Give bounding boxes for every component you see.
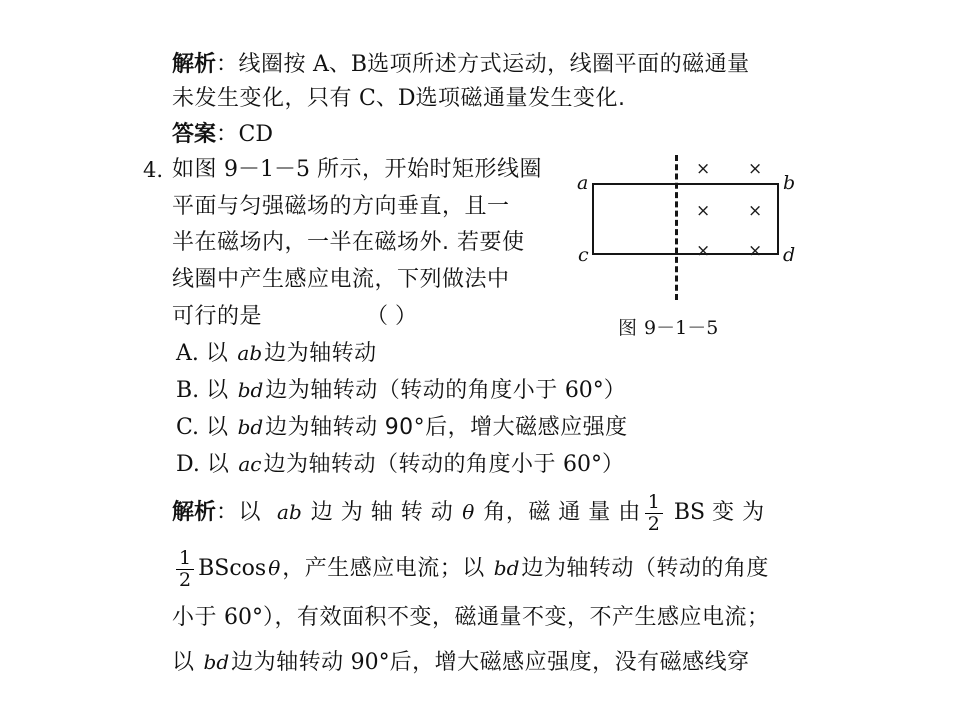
solution-bottom-label: 解析 <box>172 499 217 525</box>
field-cross-icon: × <box>696 241 711 261</box>
figure-caption-cn: 图 <box>618 317 638 339</box>
sb-l1-bs: BS <box>673 499 706 525</box>
sb-l1-b: 边 为 轴 转 动 <box>310 499 454 525</box>
solution-top-text-1a: 线圈按 <box>238 52 307 77</box>
sb-l4-deg: 90° <box>350 650 390 675</box>
figure-caption-number: 9－1－5 <box>644 317 719 339</box>
option-d[interactable] <box>176 454 624 476</box>
sb-l2-a: ，产生感应电流；以 <box>282 555 485 581</box>
option-c-suffix: 90°后，增大磁感应强度 <box>384 415 628 440</box>
option-a-pre: 以 <box>205 341 229 366</box>
answer-colon: ： <box>216 122 239 147</box>
option-c-axis: bd <box>237 415 264 439</box>
option-c-pre: 以 <box>206 415 229 440</box>
option-b-suffix: 60°） <box>564 378 626 403</box>
solution-top-text-1b: 选项所述方式运动，线圈平面的磁通量 <box>367 52 750 77</box>
fraction-denominator: 2 <box>179 569 192 592</box>
sb-l4-a: 以 <box>172 650 195 675</box>
corner-label-a: a <box>577 172 589 194</box>
question-text-1a: 如图 <box>172 157 218 182</box>
question-line-5 <box>172 306 417 328</box>
solution-top-line-2 <box>172 88 626 110</box>
sb-l1-theta: θ <box>462 499 475 524</box>
sb-l1-a: 以 <box>238 499 262 525</box>
answer-label: 答案 <box>172 122 217 147</box>
solution-top-text-2a: 未发生变化，只有 <box>172 86 353 111</box>
sb-l1-d: 变 为 <box>712 499 765 525</box>
sb-l1-axis: ab <box>277 499 302 524</box>
sb-l2-axis: bd <box>493 555 520 580</box>
field-cross-icon: × <box>696 159 711 179</box>
solution-top-text-2b: 选项磁通量发生变化. <box>415 86 626 111</box>
option-b-post: 边为轴转动（转动的角度小于 <box>265 378 558 403</box>
option-c[interactable] <box>176 417 628 439</box>
option-b[interactable] <box>176 380 626 402</box>
field-cross-icon: × <box>748 159 763 179</box>
option-d-suffix: 60°） <box>563 452 625 477</box>
question-line-2: 平面与匀强磁场的方向垂直，且一 <box>172 194 510 219</box>
rotation-axis-dashed-line <box>675 155 678 300</box>
solution-top-line-1 <box>172 54 750 76</box>
field-cross-icon: × <box>696 201 711 221</box>
sb-l1-c: 角，磁 通 量 由 <box>483 499 641 525</box>
sb-l3-deg: 60° <box>224 605 264 630</box>
fraction-one-half <box>176 549 194 591</box>
question-text-5: 可行的是 <box>172 304 263 329</box>
sb-l4-axis: bd <box>203 650 230 674</box>
field-cross-icon: × <box>748 201 763 221</box>
sb-l3-a: 小于 <box>172 605 218 630</box>
question-line-4: 线圈中产生感应电流，下列做法中 <box>172 267 510 292</box>
fraction-numerator: 1 <box>647 491 660 513</box>
question-line-3: 半在磁场内，一半在磁场外. 若要使 <box>172 230 525 255</box>
sb-l2-theta: θ <box>268 555 281 580</box>
question-text-1b: 所示，开始时矩形线圈 <box>317 157 543 182</box>
option-a-axis: ab <box>237 341 263 365</box>
option-b-pre: 以 <box>206 378 229 403</box>
solution-bottom-colon: ： <box>216 499 239 525</box>
fraction-denominator: 2 <box>647 513 660 536</box>
answer-bracket-blank: （ ） <box>366 304 418 329</box>
question-line-1 <box>172 159 542 181</box>
figure-caption <box>618 313 718 340</box>
solution-bottom-line-3 <box>172 607 770 629</box>
solution-top-options-cd: C、D <box>359 86 416 111</box>
field-cross-icon: × <box>748 241 763 261</box>
option-d-axis: ac <box>238 452 262 476</box>
corner-label-c: c <box>578 244 589 266</box>
option-d-post: 边为轴转动（转动的角度小于 <box>263 452 557 477</box>
fraction-numerator: 1 <box>179 547 192 569</box>
answer-value: CD <box>238 122 274 147</box>
solution-top-options-ab: A、B <box>313 52 368 77</box>
question-figure-ref: 9－1－5 <box>224 157 311 182</box>
option-c-key: C. <box>176 415 200 440</box>
option-d-key: D. <box>176 452 200 477</box>
solution-bottom-line-2 <box>172 548 769 590</box>
sb-l2-b: 边为轴转动（转动的角度 <box>521 555 769 581</box>
solution-label: 解析 <box>172 52 217 77</box>
option-b-axis: bd <box>237 378 264 402</box>
option-a[interactable] <box>176 343 377 365</box>
solution-bottom-line-1 <box>172 492 765 534</box>
corner-label-d: d <box>783 244 796 266</box>
fraction-one-half <box>645 493 663 535</box>
option-a-post: 边为轴转动 <box>264 341 377 366</box>
question-number: 4. <box>143 158 164 182</box>
option-a-key: A. <box>176 341 199 366</box>
figure-9-1-5 <box>570 150 830 350</box>
option-b-key: B. <box>176 378 200 403</box>
option-d-pre: 以 <box>206 452 230 477</box>
corner-label-b: b <box>783 172 796 194</box>
solution-bottom-line-4 <box>172 652 750 674</box>
option-c-post: 边为轴转动 <box>265 415 378 440</box>
answer-line <box>172 124 273 146</box>
solution-colon: ： <box>216 52 239 77</box>
sb-l3-b: ），有效面积不变，磁通量不变，不产生感应电流； <box>263 605 770 630</box>
sb-l4-c: 后，增大磁感应强度，没有磁感线穿 <box>389 650 750 675</box>
sb-l4-b: 边为轴转动 <box>231 650 344 675</box>
sb-l2-expr: BScos <box>198 555 267 581</box>
